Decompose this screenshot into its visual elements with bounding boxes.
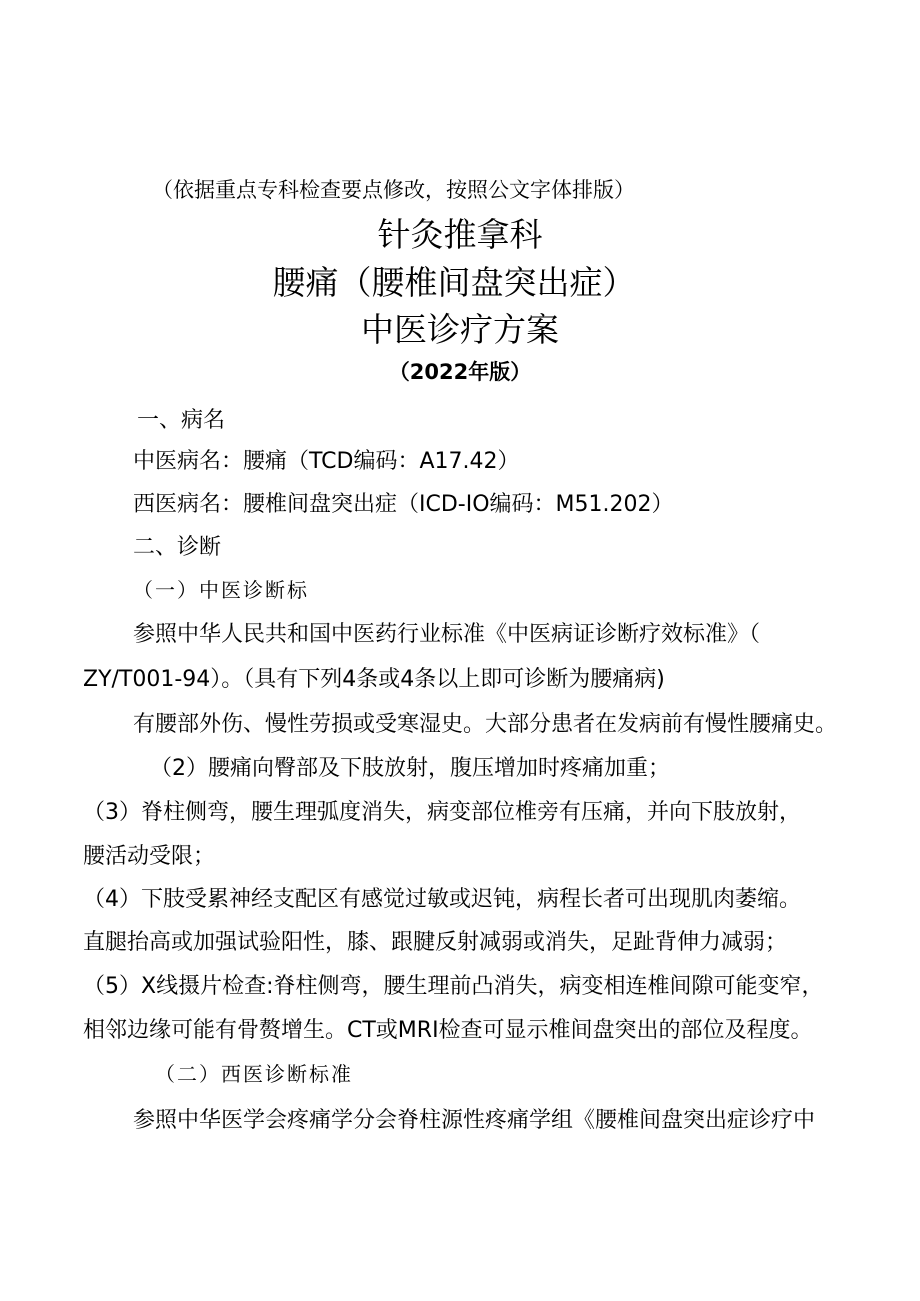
disease-title: 腰痛（腰椎间盘突出症） bbox=[272, 263, 636, 302]
criterion-2: （2）腰痛向臀部及下肢放射，腹压增加时疼痛加重； bbox=[150, 756, 670, 781]
criterion-3-line-2: 腰活动受限； bbox=[83, 844, 216, 869]
subsection-heading-tcm-criteria: （一）中医诊断标 bbox=[133, 578, 309, 602]
section-heading-diagnosis: 二、诊断 bbox=[133, 535, 222, 560]
criterion-4-line-2: 直腿抬高或加强试验阳性，膝、跟腱反射减弱或消失，足趾背伸力减弱； bbox=[83, 930, 788, 955]
tcm-reference-line-1: 参照中华人民共和国中医药行业标准《中医病证诊断疗效标准》（ bbox=[133, 622, 761, 647]
criterion-5-line-2: 相邻边缘可能有骨赘增生。CT或MRI检查可显示椎间盘突出的部位及程度。 bbox=[83, 1018, 813, 1043]
western-disease-name: 西医病名：腰椎间盘突出症（ICD-IO编码：M51.202） bbox=[133, 492, 674, 517]
subsection-heading-western-criteria: （二）西医诊断标准 bbox=[155, 1062, 353, 1086]
criterion-5-line-1: （5）X线摄片检查:脊柱侧弯，腰生理前凸消失，病变相连椎间隙可能变窄， bbox=[83, 974, 824, 999]
criterion-3-line-1: （3）脊柱侧弯，腰生理弧度消失，病变部位椎旁有压痛，并向下肢放射， bbox=[83, 800, 801, 825]
tcm-disease-name: 中医病名：腰痛（TCD编码：A17.42） bbox=[133, 449, 520, 474]
department-title: 针灸推拿科 bbox=[377, 215, 543, 254]
western-reference-line-1: 参照中华医学会疼痛学分会脊柱源性疼痛学组《腰椎间盘突出症诊疗中 bbox=[133, 1108, 816, 1133]
plan-title: 中医诊疗方案 bbox=[361, 310, 559, 349]
edition-label: （2022年版） bbox=[388, 360, 532, 384]
criterion-4-line-1: （4）下肢受累神经支配区有感觉过敏或迟钝，病程长者可出现肌肉萎缩。 bbox=[83, 887, 801, 912]
revision-note: （依据重点专科检查要点修改，按照公文字体排版） bbox=[152, 178, 635, 202]
criterion-1: 有腰部外伤、慢性劳损或受寒湿史。大部分患者在发病前有慢性腰痛史。 bbox=[133, 712, 838, 737]
section-heading-disease-name: 一、病名 bbox=[137, 408, 226, 433]
tcm-reference-line-2: ZY/T001-94）。（具有下列4条或4条以上即可诊断为腰痛病) bbox=[83, 667, 665, 692]
